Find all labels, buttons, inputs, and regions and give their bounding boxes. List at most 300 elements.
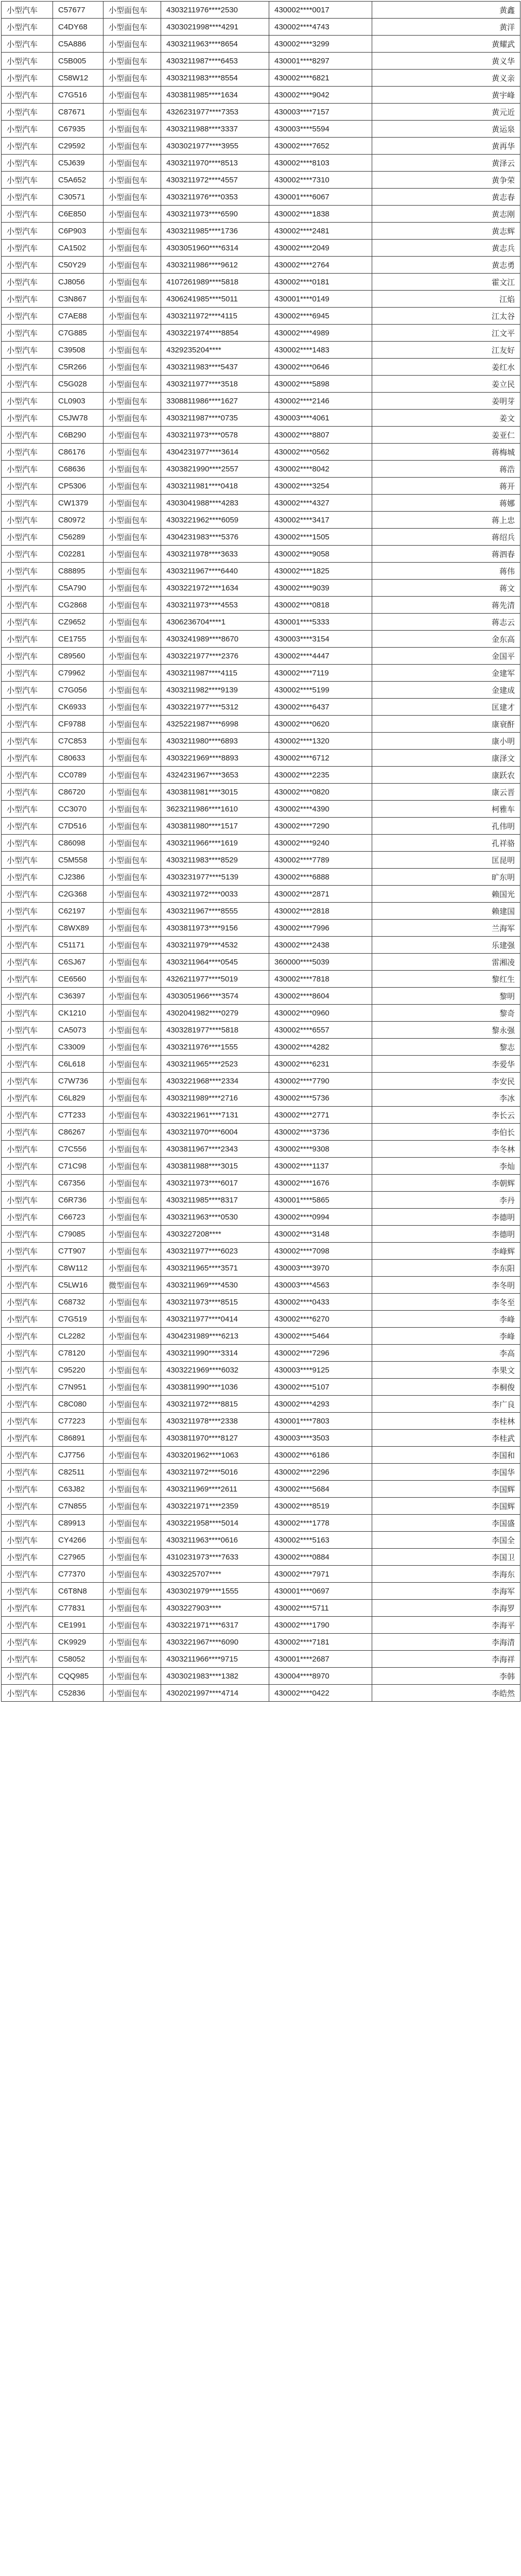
vehicle-type-cell: 小型面包车 xyxy=(103,359,161,376)
id-number-cell: 4324231967****3653 xyxy=(161,767,269,784)
owner-cell: 乐建强 xyxy=(372,937,520,954)
vehicle-class-cell: 小型汽车 xyxy=(2,1362,53,1379)
table-row xyxy=(2,1345,520,1362)
vehicle-type-cell: 小型面包车 xyxy=(103,563,161,580)
owner-cell: 李峰 xyxy=(372,1311,520,1328)
table-row xyxy=(2,971,520,988)
id-number-cell: 4303211985****8317 xyxy=(161,1192,269,1209)
vehicle-class-cell: 小型汽车 xyxy=(2,1039,53,1056)
plate-number-cell: C52836 xyxy=(53,1685,103,1702)
vehicle-class-cell: 小型汽车 xyxy=(2,920,53,937)
phone-cell: 430002****6712 xyxy=(269,750,372,767)
table-row xyxy=(2,716,520,733)
id-number-cell: 3308811986****1627 xyxy=(161,393,269,410)
phone-cell: 430002****0820 xyxy=(269,784,372,801)
phone-cell: 430002****7818 xyxy=(269,971,372,988)
phone-cell: 430002****7652 xyxy=(269,138,372,155)
owner-cell: 康泽文 xyxy=(372,750,520,767)
owner-cell: 李国和 xyxy=(372,1447,520,1464)
vehicle-class-cell: 小型汽车 xyxy=(2,1685,53,1702)
plate-number-cell: CL2282 xyxy=(53,1328,103,1345)
vehicle-class-cell: 小型汽车 xyxy=(2,954,53,971)
vehicle-type-cell: 小型面包车 xyxy=(103,121,161,138)
owner-cell: 蒋文 xyxy=(372,580,520,597)
vehicle-class-cell: 小型汽车 xyxy=(2,1668,53,1685)
owner-cell: 金建军 xyxy=(372,665,520,682)
table-row xyxy=(2,937,520,954)
phone-cell: 430002****6437 xyxy=(269,699,372,716)
table-row xyxy=(2,257,520,274)
plate-number-cell: C8W112 xyxy=(53,1260,103,1277)
vehicle-type-cell: 小型面包车 xyxy=(103,1073,161,1090)
plate-number-cell: C7G056 xyxy=(53,682,103,699)
vehicle-type-cell: 小型面包车 xyxy=(103,189,161,206)
vehicle-type-cell: 小型面包车 xyxy=(103,461,161,478)
plate-number-cell: C87671 xyxy=(53,104,103,121)
owner-cell: 李海清 xyxy=(372,1634,520,1651)
table-row xyxy=(2,546,520,563)
phone-cell: 430003****9125 xyxy=(269,1362,372,1379)
phone-cell: 430002****4989 xyxy=(269,325,372,342)
phone-cell: 430002****7971 xyxy=(269,1566,372,1583)
id-number-cell: 4303211972****4115 xyxy=(161,308,269,325)
table-row xyxy=(2,393,520,410)
plate-number-cell: C80972 xyxy=(53,512,103,529)
id-number-cell: 4303811973****9156 xyxy=(161,920,269,937)
owner-cell: 李冬林 xyxy=(372,1141,520,1158)
vehicle-registry-table xyxy=(1,1,520,1702)
phone-cell: 430002****4282 xyxy=(269,1039,372,1056)
table-row xyxy=(2,580,520,597)
vehicle-type-cell: 小型面包车 xyxy=(103,206,161,223)
id-number-cell: 4303211970****8513 xyxy=(161,155,269,172)
vehicle-class-cell: 小型汽车 xyxy=(2,1328,53,1345)
table-body xyxy=(2,2,520,1702)
owner-cell: 赖建国 xyxy=(372,903,520,920)
plate-number-cell: C77831 xyxy=(53,1600,103,1617)
phone-cell: 430002****6888 xyxy=(269,869,372,886)
table-row xyxy=(2,1668,520,1685)
phone-cell: 430002****6557 xyxy=(269,1022,372,1039)
vehicle-type-cell: 小型面包车 xyxy=(103,1056,161,1073)
vehicle-type-cell: 小型面包车 xyxy=(103,648,161,665)
vehicle-class-cell: 小型汽车 xyxy=(2,376,53,393)
table-row xyxy=(2,2,520,19)
owner-cell: 黄元近 xyxy=(372,104,520,121)
phone-cell: 430002****8103 xyxy=(269,155,372,172)
vehicle-class-cell: 小型汽车 xyxy=(2,546,53,563)
vehicle-type-cell: 小型面包车 xyxy=(103,869,161,886)
owner-cell: 霍文江 xyxy=(372,274,520,291)
vehicle-class-cell: 小型汽车 xyxy=(2,1532,53,1549)
owner-cell: 黄洋 xyxy=(372,19,520,36)
owner-cell: 姜立民 xyxy=(372,376,520,393)
plate-number-cell: CJ7756 xyxy=(53,1447,103,1464)
table-row xyxy=(2,801,520,818)
vehicle-type-cell: 小型面包车 xyxy=(103,53,161,70)
id-number-cell: 4306236704****1 xyxy=(161,614,269,631)
phone-cell: 430002****8042 xyxy=(269,461,372,478)
phone-cell: 430002****1790 xyxy=(269,1617,372,1634)
plate-number-cell: C7C853 xyxy=(53,733,103,750)
vehicle-type-cell: 小型面包车 xyxy=(103,920,161,937)
owner-cell: 姜明芽 xyxy=(372,393,520,410)
id-number-cell: 4306241985****5011 xyxy=(161,291,269,308)
vehicle-type-cell: 小型面包车 xyxy=(103,1005,161,1022)
id-number-cell: 4303211981****0418 xyxy=(161,478,269,495)
id-number-cell: 4303811980****1517 xyxy=(161,818,269,835)
vehicle-type-cell: 小型面包车 xyxy=(103,937,161,954)
table-row xyxy=(2,478,520,495)
phone-cell: 430002****0884 xyxy=(269,1549,372,1566)
vehicle-class-cell: 小型汽车 xyxy=(2,70,53,87)
phone-cell: 430001****7803 xyxy=(269,1413,372,1430)
vehicle-class-cell: 小型汽车 xyxy=(2,104,53,121)
table-row xyxy=(2,699,520,716)
vehicle-class-cell: 小型汽车 xyxy=(2,1447,53,1464)
phone-cell: 430002****5464 xyxy=(269,1328,372,1345)
vehicle-type-cell: 小型面包车 xyxy=(103,1447,161,1464)
id-number-cell: 4303211963****0530 xyxy=(161,1209,269,1226)
plate-number-cell: C58052 xyxy=(53,1651,103,1668)
table-row xyxy=(2,495,520,512)
phone-cell: 430002****5199 xyxy=(269,682,372,699)
vehicle-class-cell: 小型汽车 xyxy=(2,223,53,240)
plate-number-cell: CK1210 xyxy=(53,1005,103,1022)
vehicle-class-cell: 小型汽车 xyxy=(2,1396,53,1413)
vehicle-type-cell: 小型面包车 xyxy=(103,1243,161,1260)
id-number-cell: 4325221987****6998 xyxy=(161,716,269,733)
id-number-cell: 4303021977****3955 xyxy=(161,138,269,155)
plate-number-cell: C2G368 xyxy=(53,886,103,903)
table-row xyxy=(2,1107,520,1124)
phone-cell: 430004****8970 xyxy=(269,1668,372,1685)
vehicle-type-cell: 小型面包车 xyxy=(103,784,161,801)
vehicle-type-cell: 小型面包车 xyxy=(103,682,161,699)
table-row xyxy=(2,529,520,546)
id-number-cell: 4303811970****8127 xyxy=(161,1430,269,1447)
table-row xyxy=(2,1600,520,1617)
vehicle-class-cell: 小型汽车 xyxy=(2,1090,53,1107)
table-row xyxy=(2,291,520,308)
vehicle-class-cell: 小型汽车 xyxy=(2,257,53,274)
id-number-cell: 4303211973****0578 xyxy=(161,427,269,444)
vehicle-class-cell: 小型汽车 xyxy=(2,563,53,580)
phone-cell: 430002****5684 xyxy=(269,1481,372,1498)
phone-cell: 430002****0422 xyxy=(269,1685,372,1702)
phone-cell: 430002****9308 xyxy=(269,1141,372,1158)
table-row xyxy=(2,1226,520,1243)
table-row xyxy=(2,1005,520,1022)
plate-number-cell: C5A886 xyxy=(53,36,103,53)
owner-cell: 匡建才 xyxy=(372,699,520,716)
vehicle-type-cell: 小型面包车 xyxy=(103,410,161,427)
plate-number-cell: C63J82 xyxy=(53,1481,103,1498)
phone-cell: 430002****1676 xyxy=(269,1175,372,1192)
table-row xyxy=(2,954,520,971)
id-number-cell: 4303221977****2376 xyxy=(161,648,269,665)
phone-cell: 430002****7181 xyxy=(269,1634,372,1651)
vehicle-class-cell: 小型汽车 xyxy=(2,1141,53,1158)
plate-number-cell: C7T233 xyxy=(53,1107,103,1124)
phone-cell: 430002****0017 xyxy=(269,2,372,19)
plate-number-cell: C78120 xyxy=(53,1345,103,1362)
vehicle-type-cell: 小型面包车 xyxy=(103,1634,161,1651)
plate-number-cell: C36397 xyxy=(53,988,103,1005)
vehicle-class-cell: 小型汽车 xyxy=(2,682,53,699)
vehicle-class-cell: 小型汽车 xyxy=(2,1634,53,1651)
owner-cell: 李韩 xyxy=(372,1668,520,1685)
phone-cell: 430002****3299 xyxy=(269,36,372,53)
plate-number-cell: C80633 xyxy=(53,750,103,767)
plate-number-cell: C56289 xyxy=(53,529,103,546)
phone-cell: 430002****1483 xyxy=(269,342,372,359)
plate-number-cell: C6T8N8 xyxy=(53,1583,103,1600)
vehicle-class-cell: 小型汽车 xyxy=(2,1260,53,1277)
owner-cell: 黄志刚 xyxy=(372,206,520,223)
plate-number-cell: C6SJ67 xyxy=(53,954,103,971)
vehicle-class-cell: 小型汽车 xyxy=(2,631,53,648)
owner-cell: 李海祥 xyxy=(372,1651,520,1668)
owner-cell: 黄鑫 xyxy=(372,2,520,19)
vehicle-class-cell: 小型汽车 xyxy=(2,648,53,665)
vehicle-type-cell: 小型面包车 xyxy=(103,172,161,189)
table-row xyxy=(2,1430,520,1447)
plate-number-cell: CE6560 xyxy=(53,971,103,988)
table-row xyxy=(2,1209,520,1226)
id-number-cell: 4303221958****5014 xyxy=(161,1515,269,1532)
id-number-cell: 4303211978****3633 xyxy=(161,546,269,563)
table-row xyxy=(2,563,520,580)
vehicle-class-cell: 小型汽车 xyxy=(2,1549,53,1566)
owner-cell: 李峰 xyxy=(372,1328,520,1345)
table-row xyxy=(2,189,520,206)
plate-number-cell: C5A790 xyxy=(53,580,103,597)
plate-number-cell: C5J639 xyxy=(53,155,103,172)
id-number-cell: 4303211987****0735 xyxy=(161,410,269,427)
id-number-cell: 4303211980****6893 xyxy=(161,733,269,750)
phone-cell: 430002****8807 xyxy=(269,427,372,444)
owner-cell: 李桐俊 xyxy=(372,1379,520,1396)
owner-cell: 柯雅车 xyxy=(372,801,520,818)
plate-number-cell: C7W736 xyxy=(53,1073,103,1090)
plate-number-cell: CK6933 xyxy=(53,699,103,716)
vehicle-class-cell: 小型汽车 xyxy=(2,1175,53,1192)
vehicle-type-cell: 小型面包车 xyxy=(103,308,161,325)
vehicle-type-cell: 小型面包车 xyxy=(103,1328,161,1345)
id-number-cell: 4303021998****4291 xyxy=(161,19,269,36)
plate-number-cell: C86176 xyxy=(53,444,103,461)
id-number-cell: 4303201962****1063 xyxy=(161,1447,269,1464)
id-number-cell: 3623211986****1610 xyxy=(161,801,269,818)
id-number-cell: 4303211977****0414 xyxy=(161,1311,269,1328)
id-number-cell: 4303211983****5437 xyxy=(161,359,269,376)
vehicle-class-cell: 小型汽车 xyxy=(2,444,53,461)
phone-cell: 430001****5865 xyxy=(269,1192,372,1209)
vehicle-type-cell: 小型面包车 xyxy=(103,512,161,529)
table-row xyxy=(2,53,520,70)
phone-cell: 430002****9058 xyxy=(269,546,372,563)
plate-number-cell: C5LW16 xyxy=(53,1277,103,1294)
id-number-cell: 4303281977****5818 xyxy=(161,1022,269,1039)
owner-cell: 姜亚仁 xyxy=(372,427,520,444)
id-number-cell: 4303211979****4532 xyxy=(161,937,269,954)
plate-number-cell: C27965 xyxy=(53,1549,103,1566)
id-number-cell: 4303211966****9715 xyxy=(161,1651,269,1668)
plate-number-cell: C82511 xyxy=(53,1464,103,1481)
vehicle-type-cell: 小型面包车 xyxy=(103,1294,161,1311)
phone-cell: 430003****3970 xyxy=(269,1260,372,1277)
owner-cell: 李长云 xyxy=(372,1107,520,1124)
id-number-cell: 4303051960****6314 xyxy=(161,240,269,257)
plate-number-cell: C79085 xyxy=(53,1226,103,1243)
plate-number-cell: C7N855 xyxy=(53,1498,103,1515)
vehicle-class-cell: 小型汽车 xyxy=(2,1481,53,1498)
table-row xyxy=(2,1617,520,1634)
vehicle-type-cell: 小型面包车 xyxy=(103,597,161,614)
phone-cell: 430002****3417 xyxy=(269,512,372,529)
vehicle-class-cell: 小型汽车 xyxy=(2,580,53,597)
vehicle-class-cell: 小型汽车 xyxy=(2,308,53,325)
vehicle-type-cell: 小型面包车 xyxy=(103,580,161,597)
owner-cell: 黎明 xyxy=(372,988,520,1005)
phone-cell: 430002****4447 xyxy=(269,648,372,665)
vehicle-type-cell: 小型面包车 xyxy=(103,2,161,19)
vehicle-class-cell: 小型汽车 xyxy=(2,1107,53,1124)
table-row xyxy=(2,325,520,342)
vehicle-type-cell: 小型面包车 xyxy=(103,274,161,291)
owner-cell: 蒋开 xyxy=(372,478,520,495)
vehicle-class-cell: 小型汽车 xyxy=(2,1209,53,1226)
vehicle-class-cell: 小型汽车 xyxy=(2,1566,53,1583)
phone-cell: 430001****6067 xyxy=(269,189,372,206)
vehicle-type-cell: 小型面包车 xyxy=(103,1260,161,1277)
owner-cell: 李国卫 xyxy=(372,1549,520,1566)
table-row xyxy=(2,835,520,852)
vehicle-type-cell: 小型面包车 xyxy=(103,155,161,172)
table-row xyxy=(2,1056,520,1073)
plate-number-cell: C7C556 xyxy=(53,1141,103,1158)
plate-number-cell: C6L618 xyxy=(53,1056,103,1073)
phone-cell: 430002****0181 xyxy=(269,274,372,291)
owner-cell: 江太谷 xyxy=(372,308,520,325)
table-row xyxy=(2,784,520,801)
phone-cell: 430002****5898 xyxy=(269,376,372,393)
plate-number-cell: C29592 xyxy=(53,138,103,155)
id-number-cell: 4303211969****2611 xyxy=(161,1481,269,1498)
id-number-cell: 4303811967****2343 xyxy=(161,1141,269,1158)
vehicle-class-cell: 小型汽车 xyxy=(2,1073,53,1090)
plate-number-cell: C67356 xyxy=(53,1175,103,1192)
vehicle-class-cell: 小型汽车 xyxy=(2,36,53,53)
phone-cell: 430002****4390 xyxy=(269,801,372,818)
phone-cell: 430002****7290 xyxy=(269,818,372,835)
vehicle-class-cell: 小型汽车 xyxy=(2,19,53,36)
vehicle-type-cell: 小型面包车 xyxy=(103,1362,161,1379)
phone-cell: 430002****8604 xyxy=(269,988,372,1005)
vehicle-class-cell: 小型汽车 xyxy=(2,699,53,716)
plate-number-cell: CE1991 xyxy=(53,1617,103,1634)
id-number-cell: 4303221969****6032 xyxy=(161,1362,269,1379)
vehicle-class-cell: 小型汽车 xyxy=(2,750,53,767)
id-number-cell: 4303211972****5016 xyxy=(161,1464,269,1481)
id-number-cell: 4303211982****9139 xyxy=(161,682,269,699)
id-number-cell: 4303021983****1382 xyxy=(161,1668,269,1685)
vehicle-type-cell: 小型面包车 xyxy=(103,138,161,155)
vehicle-class-cell: 小型汽车 xyxy=(2,1158,53,1175)
vehicle-class-cell: 小型汽车 xyxy=(2,937,53,954)
vehicle-type-cell: 小型面包车 xyxy=(103,87,161,104)
vehicle-class-cell: 小型汽车 xyxy=(2,172,53,189)
vehicle-class-cell: 小型汽车 xyxy=(2,1379,53,1396)
vehicle-class-cell: 小型汽车 xyxy=(2,478,53,495)
owner-cell: 蒋梅城 xyxy=(372,444,520,461)
table-row xyxy=(2,1566,520,1583)
owner-cell: 李果文 xyxy=(372,1362,520,1379)
table-row xyxy=(2,852,520,869)
table-row xyxy=(2,1447,520,1464)
table-row xyxy=(2,597,520,614)
table-row xyxy=(2,886,520,903)
plate-number-cell: CG2868 xyxy=(53,597,103,614)
vehicle-class-cell: 小型汽车 xyxy=(2,1430,53,1447)
table-row xyxy=(2,1311,520,1328)
owner-cell: 孔祥骆 xyxy=(372,835,520,852)
owner-cell: 蒋志云 xyxy=(372,614,520,631)
vehicle-type-cell: 小型面包车 xyxy=(103,1107,161,1124)
phone-cell: 430002****9039 xyxy=(269,580,372,597)
table-row xyxy=(2,1532,520,1549)
owner-cell: 李桂林 xyxy=(372,1413,520,1430)
owner-cell: 李冰 xyxy=(372,1090,520,1107)
vehicle-type-cell: 小型面包车 xyxy=(103,1515,161,1532)
vehicle-type-cell: 小型面包车 xyxy=(103,1158,161,1175)
phone-cell: 430001****0149 xyxy=(269,291,372,308)
plate-number-cell: C8C080 xyxy=(53,1396,103,1413)
table-row xyxy=(2,87,520,104)
vehicle-class-cell: 小型汽车 xyxy=(2,767,53,784)
vehicle-type-cell: 小型面包车 xyxy=(103,1413,161,1430)
owner-cell: 黄耀武 xyxy=(372,36,520,53)
plate-number-cell: C95220 xyxy=(53,1362,103,1379)
phone-cell: 430002****5107 xyxy=(269,1379,372,1396)
plate-number-cell: CC0789 xyxy=(53,767,103,784)
plate-number-cell: C7D516 xyxy=(53,818,103,835)
vehicle-type-cell: 小型面包车 xyxy=(103,1617,161,1634)
plate-number-cell: CC3070 xyxy=(53,801,103,818)
owner-cell: 江焰 xyxy=(372,291,520,308)
owner-cell: 康衰酐 xyxy=(372,716,520,733)
id-number-cell: 4303221971****6317 xyxy=(161,1617,269,1634)
vehicle-class-cell: 小型汽车 xyxy=(2,1226,53,1243)
id-number-cell: 4303041988****4283 xyxy=(161,495,269,512)
vehicle-class-cell: 小型汽车 xyxy=(2,427,53,444)
vehicle-type-cell: 小型面包车 xyxy=(103,1311,161,1328)
plate-number-cell: C6L829 xyxy=(53,1090,103,1107)
plate-number-cell: C50Y29 xyxy=(53,257,103,274)
vehicle-class-cell: 小型汽车 xyxy=(2,733,53,750)
id-number-cell: 4303211976****2530 xyxy=(161,2,269,19)
vehicle-class-cell: 小型汽车 xyxy=(2,342,53,359)
table-row xyxy=(2,1481,520,1498)
vehicle-type-cell: 小型面包车 xyxy=(103,325,161,342)
id-number-cell: 4303221974****8854 xyxy=(161,325,269,342)
phone-cell: 430001****8297 xyxy=(269,53,372,70)
table-row xyxy=(2,818,520,835)
vehicle-class-cell: 小型汽车 xyxy=(2,1311,53,1328)
phone-cell: 430002****0818 xyxy=(269,597,372,614)
vehicle-class-cell: 小型汽车 xyxy=(2,1243,53,1260)
